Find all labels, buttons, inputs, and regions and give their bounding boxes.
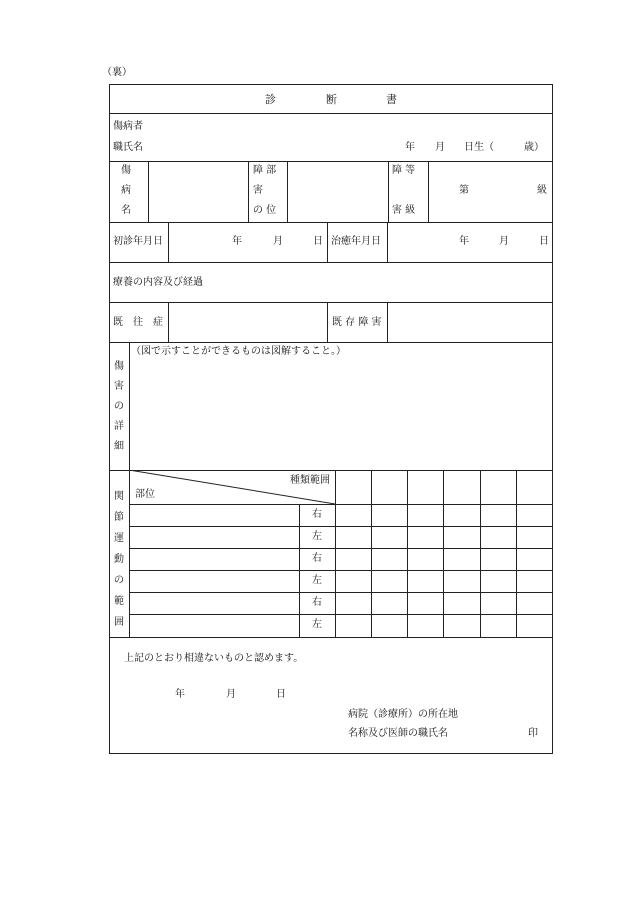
- rule: [428, 161, 429, 222]
- side-label: 左: [312, 575, 322, 586]
- disability-grade-label: 障 等: [392, 165, 416, 176]
- injury-name-char: 病: [121, 185, 131, 196]
- injury-name-char: 傷: [121, 165, 131, 176]
- birth-day-label: 日生（: [464, 142, 494, 153]
- first-visit-label: 初診年月日: [113, 236, 163, 247]
- rule: [168, 222, 169, 262]
- treatment-label: 療養の内容及び経過: [113, 277, 203, 288]
- rule: [443, 470, 444, 637]
- healed-year: 年: [459, 236, 469, 247]
- past-illness-label: 既 往 症: [113, 317, 163, 328]
- site-label: 部位: [135, 489, 155, 500]
- rule: [168, 302, 169, 342]
- rule: [327, 302, 328, 342]
- injury-name-char: 名: [121, 205, 131, 216]
- side-label: 左: [312, 619, 322, 630]
- first-visit-day: 日: [313, 236, 323, 247]
- rule: [109, 262, 553, 263]
- type-range-label: 種類範囲: [290, 475, 330, 486]
- side-label: 右: [312, 597, 322, 608]
- rule: [148, 161, 149, 222]
- joint-vertical-char: 運: [114, 533, 124, 544]
- rule: [109, 161, 553, 162]
- joint-vertical-char: 関: [114, 491, 124, 502]
- detail-vertical-char: 詳: [114, 421, 124, 432]
- cert-year-label: 年: [175, 689, 185, 700]
- rule: [109, 222, 553, 223]
- rule: [109, 113, 553, 114]
- existing-disability-label: 既 存 障 害: [332, 317, 382, 328]
- hospital-location-label: 病院（診療所）の所在地: [348, 709, 458, 720]
- joint-vertical-char: 範: [114, 596, 124, 607]
- title-char: 断: [326, 93, 337, 106]
- rule: [387, 222, 388, 262]
- rule: [109, 637, 553, 638]
- rule: [407, 470, 408, 637]
- side-label: 左: [312, 531, 322, 542]
- detail-vertical-char: 害: [114, 381, 124, 392]
- rule: [299, 504, 300, 637]
- injury-site-label: 障 部: [253, 165, 277, 176]
- rule: [516, 470, 517, 637]
- rule: [129, 614, 553, 615]
- rule: [287, 161, 288, 222]
- healed-date-label: 治癒年月日: [331, 236, 381, 247]
- injury-site-label: の 位: [253, 205, 277, 216]
- cert-day-label: 日: [276, 689, 286, 700]
- joint-vertical-char: 動: [114, 554, 124, 565]
- rule: [387, 302, 388, 342]
- joint-vertical-char: の: [114, 575, 124, 586]
- joint-vertical-char: 節: [114, 512, 124, 523]
- rule: [248, 161, 249, 222]
- title-char: 書: [386, 93, 397, 106]
- doctor-name-label: 名称及び医師の職氏名: [348, 728, 448, 739]
- rule: [129, 526, 553, 527]
- detail-vertical-char: 傷: [114, 361, 124, 372]
- first-visit-month: 月: [273, 236, 283, 247]
- occupation-name-label: 職氏名: [113, 142, 143, 153]
- first-visit-year: 年: [232, 236, 242, 247]
- rule: [129, 548, 553, 549]
- patient-label: 傷病者: [113, 121, 143, 132]
- grade-kyu-label: 級: [537, 185, 547, 196]
- birth-month-label: 月: [435, 142, 445, 153]
- seal-label: 印: [528, 728, 538, 739]
- age-label: 歳）: [524, 142, 544, 153]
- rule: [388, 161, 389, 222]
- birth-year-label: 年: [405, 142, 415, 153]
- rule: [327, 222, 328, 262]
- injury-site-label: 害: [253, 185, 263, 196]
- healed-month: 月: [499, 236, 509, 247]
- rule: [129, 504, 553, 505]
- side-label: 右: [312, 509, 322, 520]
- detail-note: （図で示すことができるものは図解すること。）: [131, 346, 346, 357]
- detail-vertical-char: の: [114, 401, 124, 412]
- certification-statement: 上記のとおり相違ないものと認めます。: [124, 653, 304, 664]
- rule: [335, 470, 336, 637]
- grade-dai-label: 第: [459, 185, 469, 196]
- rule: [371, 470, 372, 637]
- rule: [109, 302, 553, 303]
- detail-vertical-char: 細: [114, 441, 124, 452]
- joint-vertical-char: 囲: [114, 617, 124, 628]
- rule: [109, 342, 553, 343]
- rule: [129, 592, 553, 593]
- page-side-label: （裏）: [102, 67, 132, 78]
- side-label: 右: [312, 553, 322, 564]
- cert-month-label: 月: [226, 689, 236, 700]
- healed-day: 日: [539, 236, 549, 247]
- rule: [129, 570, 553, 571]
- disability-grade-label: 害 級: [392, 205, 416, 216]
- title-char: 診: [265, 93, 276, 106]
- rule: [480, 470, 481, 637]
